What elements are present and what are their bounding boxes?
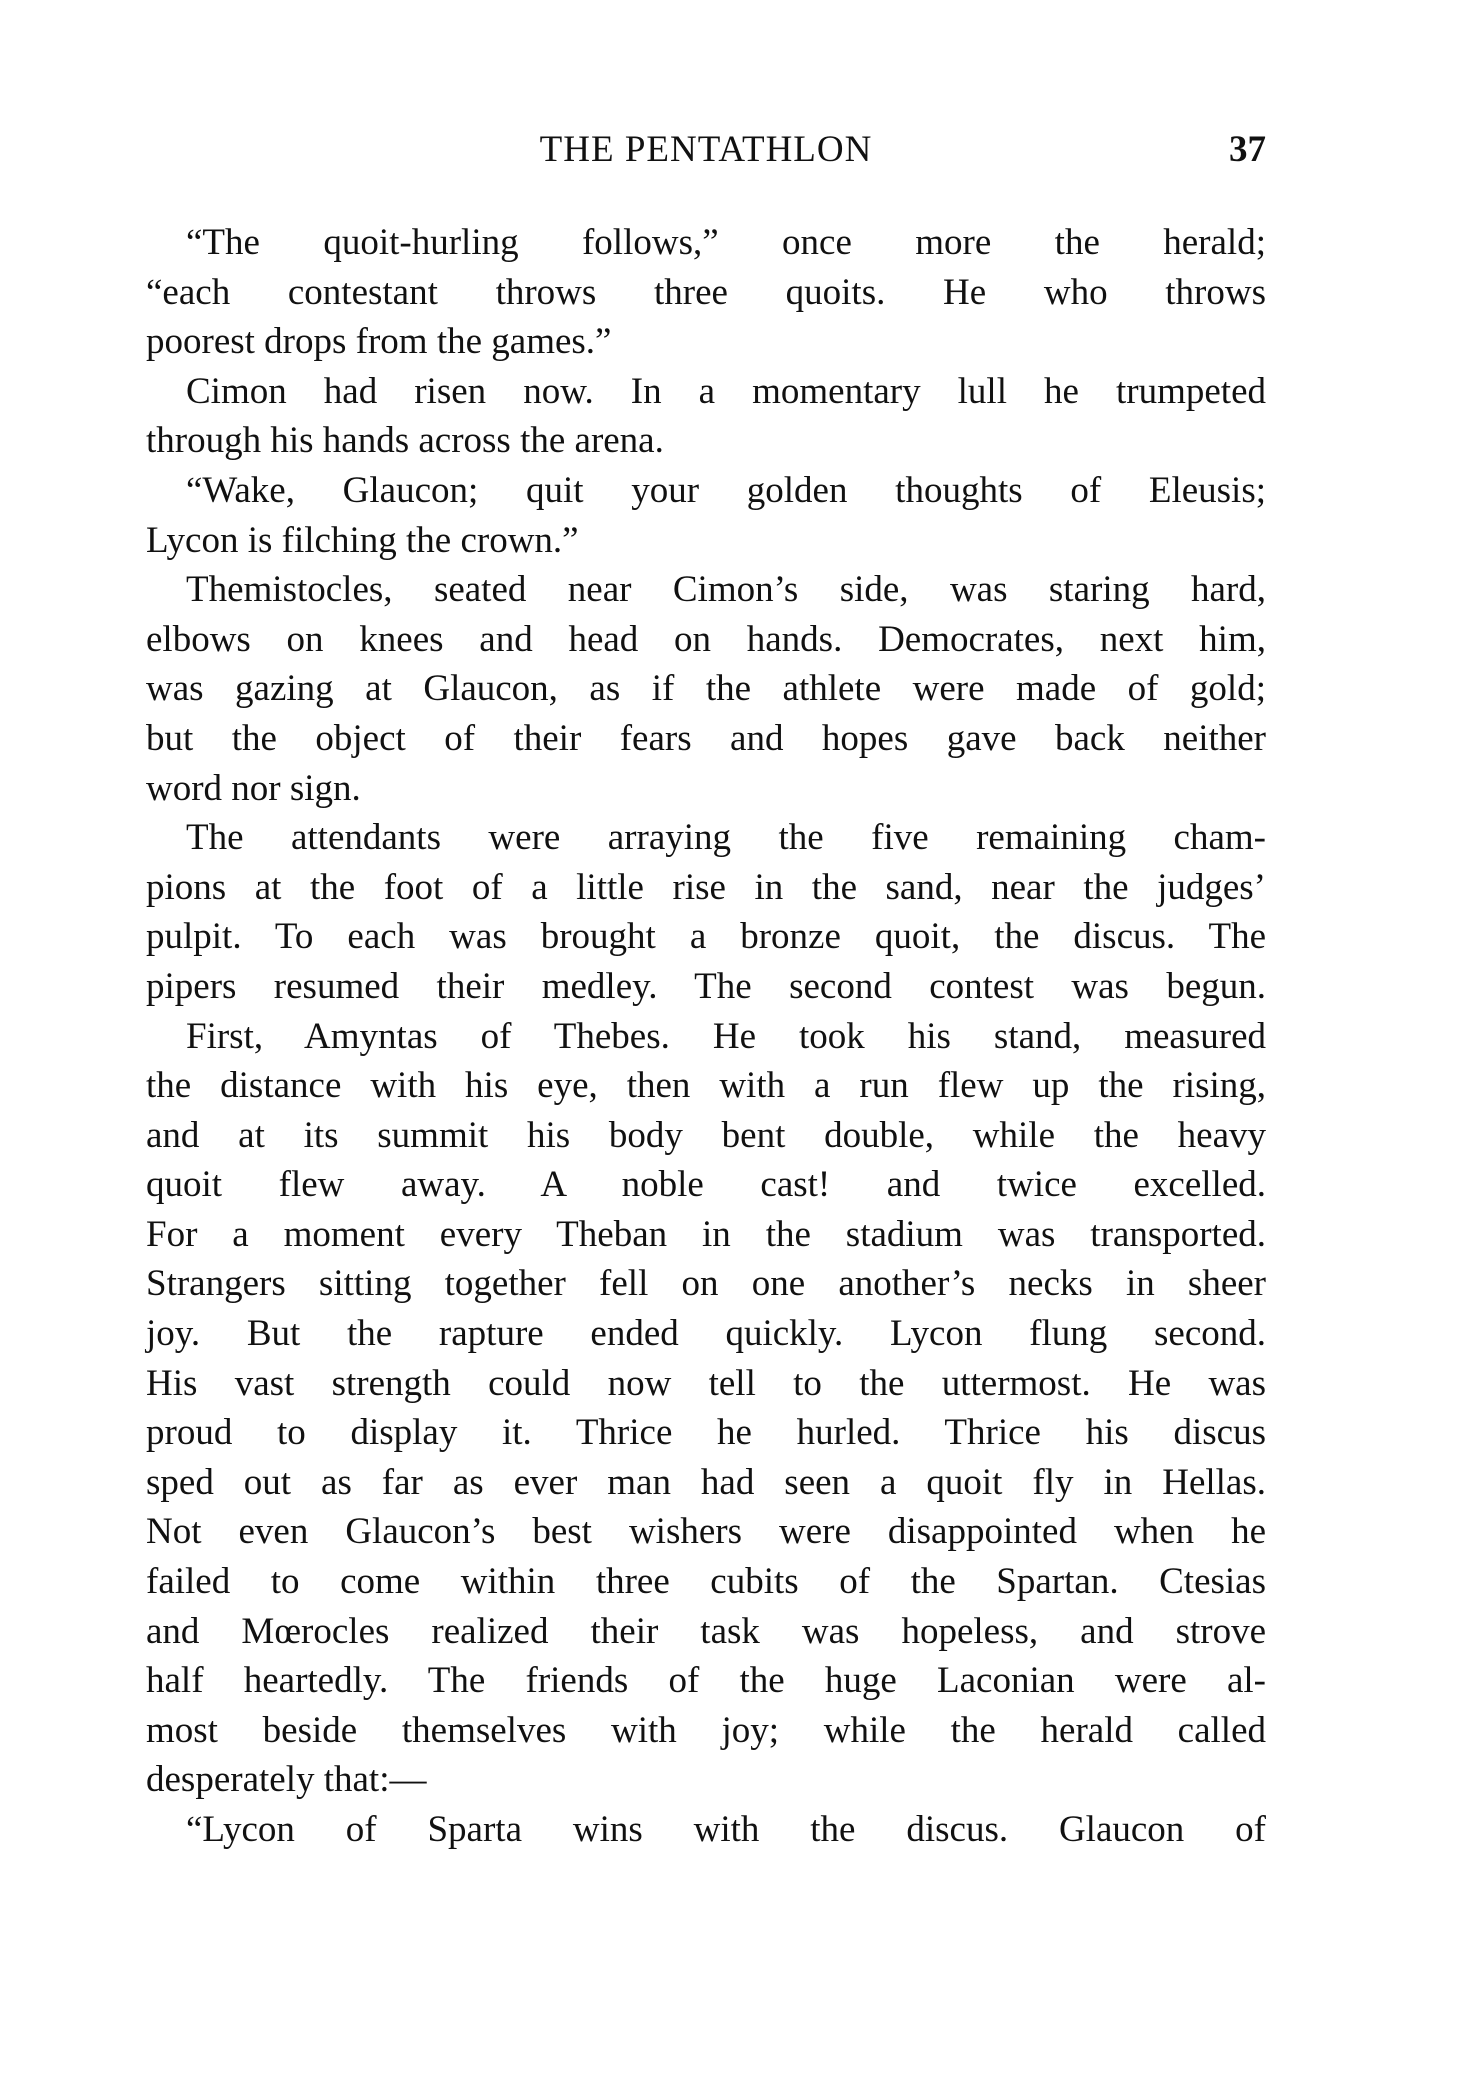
text-line: pipers resumed their medley. The second contest was begun. <box>146 965 1266 1007</box>
text-line: “The quoit-hurling follows,” once more the herald; <box>186 222 1266 263</box>
text-line: was gazing at Glaucon, as if the athlete were made of gold; <box>146 668 1266 710</box>
text-line: pions at the foot of a little rise in the sand, near the judges’ <box>146 866 1266 908</box>
paragraph <box>146 367 1266 466</box>
text-line: “each contestant throws three quoits. He who throws <box>146 271 1266 313</box>
text-line: poorest drops from the games.” <box>146 321 612 363</box>
text-line: and Mœrocles realized their task was hopeless, and strove <box>146 1610 1266 1652</box>
text-line: elbows on knees and head on hands. Democrates, next him, <box>146 618 1266 660</box>
text-line: through his hands across the arena. <box>146 420 664 462</box>
paragraph <box>146 565 1266 813</box>
text-line: Lycon is filching the crown.” <box>146 519 579 561</box>
text-line: “Lycon of Sparta wins with the discus. Glaucon of <box>186 1809 1266 1850</box>
paragraph <box>146 1012 1266 1806</box>
text-line: Themistocles, seated near Cimon’s side, was staring hard, <box>186 569 1266 611</box>
text-line: sped out as far as ever man had seen a quoit fly in Hellas. <box>146 1461 1266 1503</box>
text-line: and at its summit his body bent double, while the heavy <box>146 1114 1266 1156</box>
page-number: 37 <box>1229 129 1266 170</box>
text-line: half heartedly. The friends of the huge Laconian were al- <box>146 1660 1266 1702</box>
text-line: the distance with his eye, then with a run flew up the rising, <box>146 1065 1266 1107</box>
running-title: THE PENTATHLON <box>539 129 873 170</box>
text-line: proud to display it. Thrice he hurled. Thrice his discus <box>146 1412 1266 1454</box>
paragraph <box>146 466 1266 565</box>
paragraph <box>146 813 1266 1011</box>
text-line: most beside themselves with joy; while the herald called <box>146 1709 1266 1751</box>
text-line: Cimon had risen now. In a momentary lull he trumpeted <box>186 370 1266 412</box>
text-line: Not even Glaucon’s best wishers were disappointed when he <box>146 1511 1266 1553</box>
text-line: His vast strength could now tell to the uttermost. He was <box>146 1362 1266 1404</box>
paragraph <box>146 1805 1266 1855</box>
text-line: First, Amyntas of Thebes. He took his stand, measured <box>186 1015 1266 1057</box>
text-line: quoit flew away. A noble cast! and twice excelled. <box>146 1164 1266 1206</box>
text-line: but the object of their fears and hopes gave back neither <box>146 717 1266 759</box>
body-text <box>146 218 1266 1855</box>
text-line: The attendants were arraying the five remaining cham- <box>186 817 1266 859</box>
paragraph <box>146 218 1266 367</box>
text-line: failed to come within three cubits of the Spartan. Ctesias <box>146 1561 1266 1603</box>
text-line: “Wake, Glaucon; quit your golden thoughts of Eleusis; <box>186 469 1266 511</box>
text-line: joy. But the rapture ended quickly. Lycon flung second. <box>146 1313 1266 1355</box>
page-header <box>146 128 1266 178</box>
text-line: Strangers sitting together fell on one another’s necks in sheer <box>146 1263 1266 1305</box>
text-line: pulpit. To each was brought a bronze quoit, the discus. The <box>146 916 1266 958</box>
text-line: desperately that:— <box>146 1759 427 1801</box>
text-line: For a moment every Theban in the stadium was transported. <box>146 1213 1266 1255</box>
text-line: word nor sign. <box>146 767 361 809</box>
